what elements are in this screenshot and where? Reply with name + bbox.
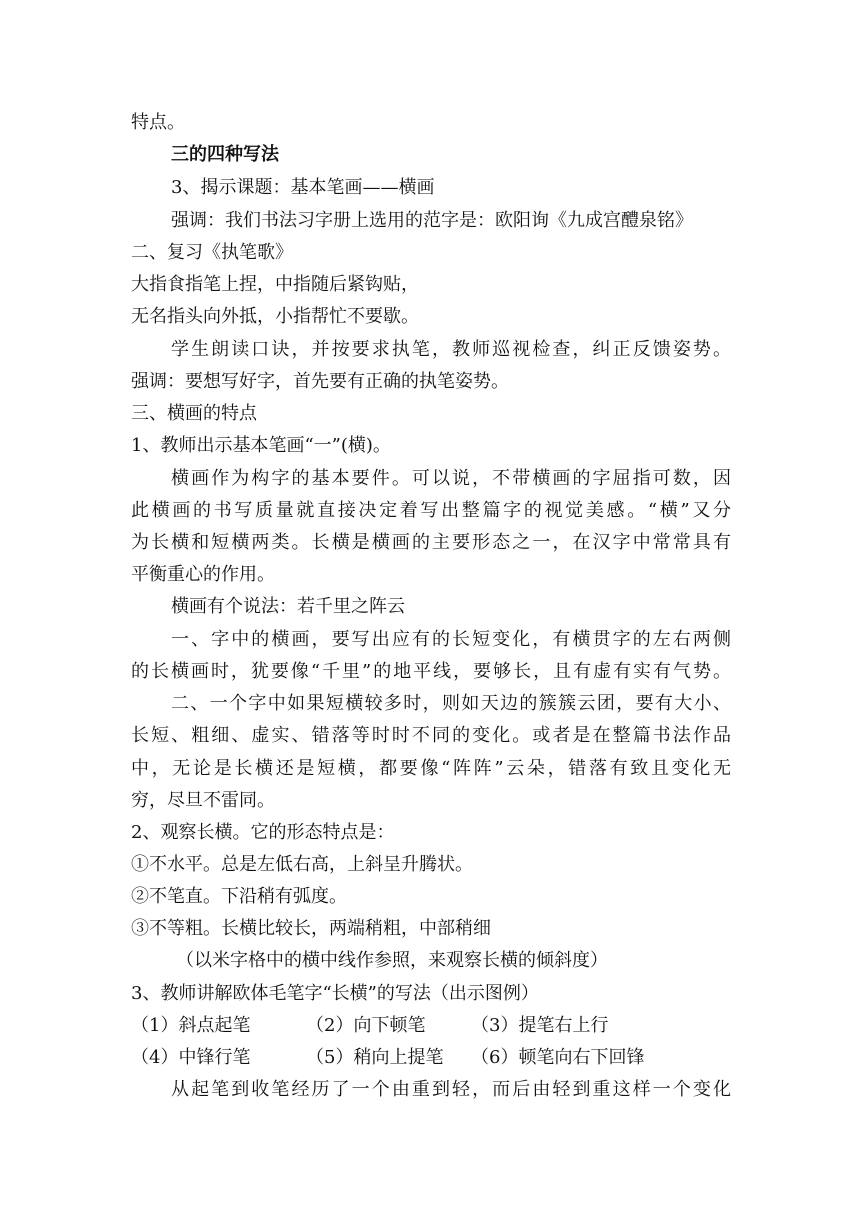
- step-item: （1）斜点起笔: [131, 1015, 251, 1036]
- list-item: ②不笔直。下沿稍有弧度。: [131, 886, 347, 907]
- steps-row: [131, 1010, 691, 1042]
- paragraph-line: 3、揭示课题：基本笔画——横画: [171, 177, 435, 198]
- step-item: （3）提笔右上行: [471, 1015, 609, 1036]
- step-item: （5）稍向上提笔: [306, 1047, 444, 1068]
- paragraph-line: 中，无论是长横还是短横，都要像“阵阵”云朵，错落有致且变化无: [131, 758, 731, 779]
- step-item: （2）向下顿笔: [306, 1015, 426, 1036]
- paragraph-line: 特点。: [131, 112, 185, 133]
- paragraph-line: 二、一个字中如果短横较多时，则如天边的簇簇云团，要有大小、: [171, 693, 731, 714]
- paragraph-line: 的长横画时，犹要像“千里”的地平线，要够长，且有虚有实有气势。: [131, 661, 731, 682]
- paragraph-line: 3、教师讲解欧体毛笔字“长横”的写法（出示图例）: [131, 983, 539, 1004]
- paragraph-line: 此横画的书写质量就直接决定着写出整篇字的视觉美感。“横”又分: [131, 500, 731, 521]
- note-line: （以米字格中的横中线作参照，来观察长横的倾斜度）: [176, 950, 608, 971]
- paragraph-line: 学生朗读口诀，并按要求执笔，教师巡视检查，纠正反馈姿势。: [171, 339, 731, 360]
- steps-row: [131, 1042, 711, 1074]
- paragraph-line: 2、观察长横。它的形态特点是：: [131, 822, 395, 843]
- section-heading: 二、复习《执笔歌》: [131, 242, 293, 263]
- paragraph-line: 横画作为构字的基本要件。可以说，不带横画的字屈指可数，因: [171, 468, 731, 489]
- paragraph-line: 平衡重心的作用。: [131, 564, 275, 585]
- poem-line: 无名指头向外抵，小指帮忙不要歇。: [131, 306, 419, 327]
- paragraph-line: 强调：要想写好字，首先要有正确的执笔姿势。: [131, 371, 509, 392]
- paragraph-line: 强调：我们书法习字册上选用的范字是：欧阳询《九成宫醴泉铭》: [171, 210, 693, 231]
- section-heading: 三的四种写法: [171, 144, 279, 165]
- paragraph-line: 为长横和短横两类。长横是横画的主要形态之一，在汉字中常常具有: [131, 532, 731, 553]
- step-item: （4）中锋行笔: [131, 1047, 251, 1068]
- paragraph-line: 长短、粗细、虚实、错落等时时不同的变化。或者是在整篇书法作品: [131, 725, 731, 746]
- section-heading: 三、横画的特点: [131, 403, 257, 424]
- step-item: （6）顿笔向右下回锋: [471, 1047, 645, 1068]
- poem-line: 大指食指笔上捏，中指随后紧钩贴，: [131, 274, 419, 295]
- list-item: ①不水平。总是左低右高，上斜呈升腾状。: [131, 854, 473, 875]
- paragraph-line: 横画有个说法：若千里之阵云: [171, 596, 405, 617]
- paragraph-line: 1、教师出示基本笔画“一”(横)。: [131, 435, 391, 456]
- list-item: ③不等粗。长横比较长，两端稍粗，中部稍细: [131, 918, 491, 939]
- paragraph-line: 一、字中的横画，要写出应有的长短变化，有横贯字的左右两侧: [171, 629, 731, 650]
- paragraph-line: 穷，尽旦不雷同。: [131, 790, 275, 811]
- paragraph-line: 从起笔到收笔经历了一个由重到轻，而后由轻到重这样一个变化: [171, 1079, 731, 1100]
